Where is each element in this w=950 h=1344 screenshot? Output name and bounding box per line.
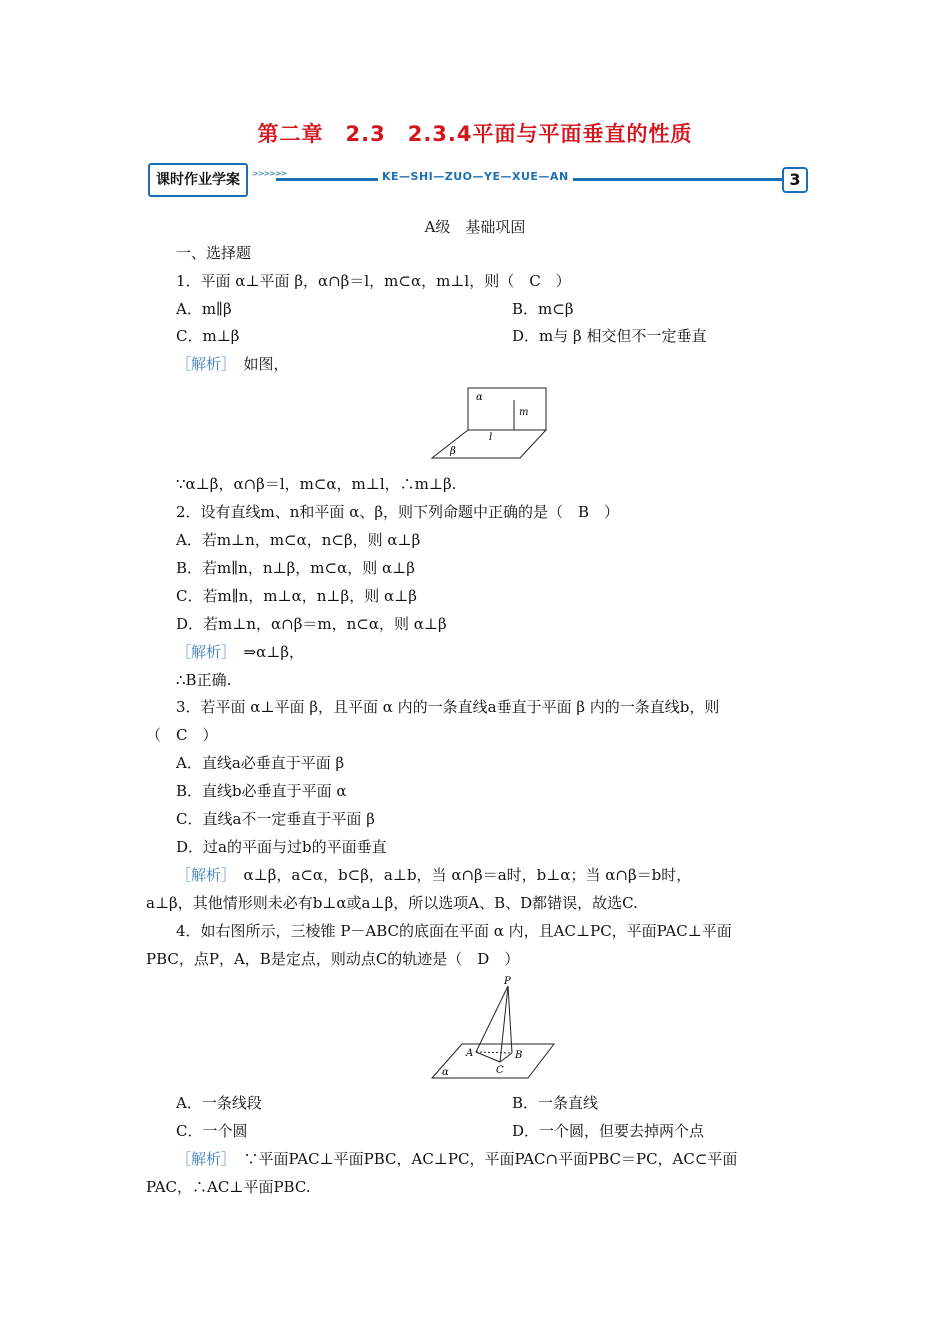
q4-analysis-tag: ［解析］ xyxy=(176,1150,229,1168)
label-m: m xyxy=(519,407,529,418)
label-alpha: α xyxy=(442,1067,449,1078)
q3-option-a: A．直线a必垂直于平面 β xyxy=(176,754,345,772)
edge-pc xyxy=(500,986,508,1062)
label-l: l xyxy=(489,432,493,443)
edge-pa xyxy=(476,986,508,1052)
q1-option-a: A．m∥β xyxy=(176,300,232,318)
label-a: A xyxy=(466,1048,474,1059)
label-b: B xyxy=(515,1050,523,1061)
q3-option-d: D．过a的平面与过b的平面垂直 xyxy=(176,838,387,856)
q4-stem-line2: PBC，点P，A，B是定点，则动点C的轨迹是（ D ） xyxy=(146,950,520,968)
q1-option-b: B．m⊂β xyxy=(512,300,574,318)
q4-option-d: D．一个圆，但要去掉两个点 xyxy=(512,1122,705,1140)
q3-stem-line1: 3．若平面 α⊥平面 β，且平面 α 内的一条直线a垂直于平面 β 内的一条直线b，则 xyxy=(176,698,720,716)
q4-analysis-text: ∵平面PAC⊥平面PBC，AC⊥PC，平面PAC∩平面PBC＝PC，AC⊂平面 xyxy=(228,1150,738,1168)
q1-conclusion: ∵α⊥β，α∩β＝l，m⊂α，m⊥l，∴m⊥β. xyxy=(176,475,457,493)
q1-stem: 1．平面 α⊥平面 β，α∩β＝l，m⊂α，m⊥l，则（ C ） xyxy=(176,272,571,290)
q4-option-a: A．一条线段 xyxy=(176,1094,262,1112)
q3-analysis-text: α⊥β，a⊂α，b⊂β，a⊥b，当 α∩β＝a时，b⊥α；当 α∩β＝b时， xyxy=(228,866,692,884)
q2-option-c: C．若m∥n，m⊥α，n⊥β，则 α⊥β xyxy=(176,587,417,605)
q1-option-d: D．m与 β 相交但不一定垂直 xyxy=(512,327,707,345)
banner-arrows: >>>>>> xyxy=(252,169,287,178)
edge-pb xyxy=(508,986,512,1053)
q4-analysis-line2: PAC，∴AC⊥平面PBC. xyxy=(146,1178,311,1196)
q2-conclusion: ∴B正确. xyxy=(176,671,232,689)
q2-option-d: D．若m⊥n，α∩β＝m，n⊂α，则 α⊥β xyxy=(176,615,447,633)
q2-analysis xyxy=(176,642,304,662)
section-banner xyxy=(148,163,808,195)
banner-number: 3 xyxy=(782,167,808,193)
q2-stem: 2．设有直线m、n和平面 α、β，则下列命题中正确的是（ B ） xyxy=(176,503,620,521)
label-alpha: α xyxy=(476,392,483,403)
q3-analysis-line2: a⊥β，其他情形则未必有b⊥α或a⊥β，所以选项A、B、D都错误，故选C. xyxy=(146,894,638,912)
q3-analysis-tag: ［解析］ xyxy=(176,866,229,884)
label-beta: β xyxy=(450,446,456,457)
q2-analysis-text: ⇒α⊥β， xyxy=(228,643,304,661)
level-heading: A级 基础巩固 xyxy=(424,218,526,236)
q1-figure xyxy=(428,384,556,464)
q4-stem-line1: 4．如右图所示，三棱锥 P－ABC的底面在平面 α 内，且AC⊥PC，平面PAC⊥平面 xyxy=(176,922,732,940)
edge-ab xyxy=(476,1052,512,1053)
section-heading: 一、选择题 xyxy=(176,244,252,262)
q3-option-c: C．直线a不一定垂直于平面 β xyxy=(176,810,375,828)
q2-option-b: B．若m∥n，n⊥β，m⊂α，则 α⊥β xyxy=(176,559,415,577)
q3-option-b: B．直线b必垂直于平面 α xyxy=(176,782,347,800)
label-p: P xyxy=(504,976,511,987)
q1-option-c: C．m⊥β xyxy=(176,327,240,345)
page-title: 第二章 2.3 2.3.4平面与平面垂直的性质 xyxy=(257,122,693,146)
q4-option-c: C．一个圆 xyxy=(176,1122,248,1140)
q3-analysis-line1 xyxy=(176,865,691,885)
banner-pinyin: KE—SHI—ZUO—YE—XUE—AN xyxy=(378,170,573,183)
label-c: C xyxy=(496,1065,504,1076)
q4-option-b: B．一条直线 xyxy=(512,1094,599,1112)
q4-figure xyxy=(428,974,558,1082)
edge-ac xyxy=(476,1052,500,1062)
edge-bc xyxy=(500,1053,512,1062)
q2-analysis-tag: ［解析］ xyxy=(176,643,229,661)
plane-alpha xyxy=(432,1044,554,1078)
q1-analysis-text: 如图， xyxy=(228,355,289,373)
q1-analysis xyxy=(176,354,289,374)
banner-label: 课时作业学案 xyxy=(148,163,248,197)
q1-analysis-tag: ［解析］ xyxy=(176,355,229,373)
q2-option-a: A．若m⊥n，m⊂α，n⊂β，则 α⊥β xyxy=(176,531,421,549)
q3-stem-line2: （ C ） xyxy=(146,726,218,744)
q4-analysis-line1 xyxy=(176,1149,737,1169)
